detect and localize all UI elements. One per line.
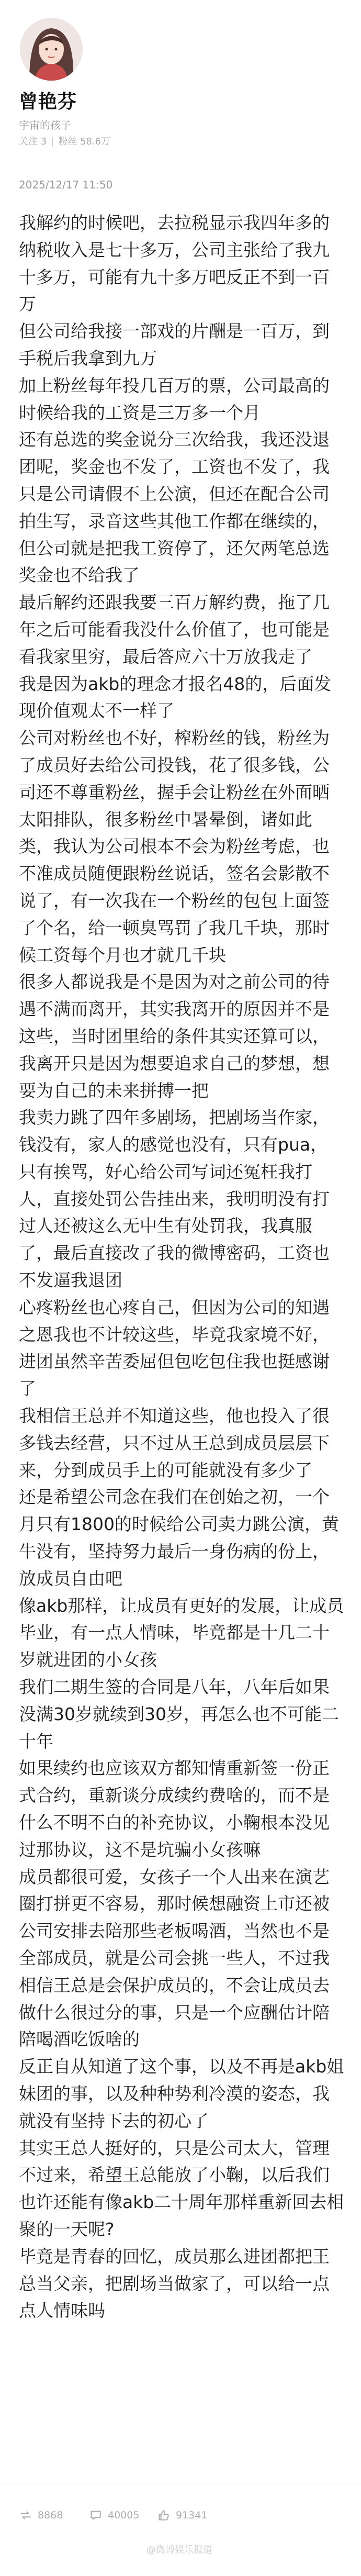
post-paragraph: 我是因为akb的理念才报名48的，后面发现价值观太不一样了 — [19, 673, 332, 721]
post-paragraph: 反正自从知道了这个事，以及不再是akb姐妹团的事，以及种种势利冷漠的姿态，我就没有坚持下去的初心了 — [19, 2056, 344, 2131]
comment-button[interactable] — [89, 2500, 139, 2531]
post-timestamp: 2025/12/17 11:50 — [19, 179, 113, 191]
avatar-image — [20, 18, 83, 81]
like-count: 91341 — [176, 2510, 208, 2521]
user-name[interactable]: 曾艳芬 — [19, 91, 77, 113]
post-paragraph: 公司对粉丝也不好，榨粉丝的钱，粉丝为了成员好去给公司投钱，花了很多钱，公司还不尊重粉丝，握手会让粉丝在外面晒太阳排队，很多粉丝中暑晕倒，诸如此类，我认为公司根本不会为粉丝考虑，也不准成员随便跟粉丝说话，签名会影散不说了，有一次我在一个粉丝的包包上面签了个名，给一顿臭骂罚了我几千块，那时候工资每个月也才就几千块 — [19, 728, 330, 965]
post-paragraph: 最后解约还跟我要三百万解约费，拖了几年之后可能看我没什么价值了，也可能是看我家里穷，最后答应六十万放我走了 — [19, 592, 330, 667]
post-paragraph: 加上粉丝每年投几百万的票，公司最高的时候给我的工资是三万多一个月 — [19, 375, 330, 423]
like-button[interactable] — [157, 2500, 207, 2531]
user-stats — [19, 136, 110, 148]
post-paragraph: 很多人都说我是不是因为对之前公司的待遇不满而离开，其实我离开的原因并不是这些，当时团里给的条件其实还算可以，我离开只是因为想要追求自己的梦想，想要为自己的未来拼搏一把 — [19, 972, 330, 1101]
post-content — [19, 209, 344, 2463]
post-paragraph: 我卖力跳了四年多剧场，把剧场当作家，钱没有，家人的感觉也没有，只有pua，只有挨骂，好心给公司写词还冤枉我打人，直接处罚公告挂出来，我明明没有打过人还被这么无中生有处罚我，我真服了，最后直接改了我的微博密码，工资也不发逼我退团 — [19, 1107, 330, 1291]
repost-icon — [19, 2508, 32, 2522]
post-paragraph: 但公司给我接一部戏的片酬是一百万，到手税后我拿到九万 — [19, 321, 330, 369]
stats-separator: | — [51, 136, 54, 147]
post-paragraph: 像akb那样，让成员有更好的发展，让成员毕业，有一点人情味，毕竟都是十几二十岁就进团的小女孩 — [19, 1595, 344, 1670]
post-paragraph: 我相信王总并不知道这些，他也投入了很多钱去经营，只不过从王总到成员层层下来，分到成员手上的可能就没有多少了 — [19, 1406, 330, 1480]
user-description: 宇宙的孩子 — [19, 119, 71, 131]
post-paragraph: 其实王总人挺好的，只是公司太大，管理不过来，希望王总能放了小鞠，以后我们也许还能有像akb二十周年那样重新回去相聚的一天呢? — [19, 2137, 344, 2239]
post-paragraph: 毕竟是青春的回忆，成员那么进团都把王总当父亲，把剧场当做家了，可以给一点点人情味吗 — [19, 2246, 330, 2321]
comment-icon — [89, 2508, 103, 2522]
post-paragraph: 如果续约也应该双方都知情重新签一份正式合约，重新谈分成续约费啥的，而不是什么不明不白的补充协议，小鞠根本没见过那协议，这不是坑骗小女孩嘛 — [19, 1758, 330, 1860]
comment-count: 40005 — [108, 2510, 140, 2521]
profile-header — [16, 18, 345, 146]
post-paragraph: 我解约的时候吧，去拉税显示我四年多的纳税收入是七十多万，公司主张给了我九十多万，可能有九十多万吧反正不到一百万 — [19, 213, 330, 315]
avatar[interactable] — [20, 18, 83, 81]
like-icon — [157, 2508, 171, 2522]
action-bar — [0, 2500, 361, 2531]
repost-button[interactable] — [19, 2500, 63, 2531]
post-paragraph: 成员都很可爱，女孩子一个人出来在演艺圈打拼更不容易，那时候想融资上市还被公司安排去陪那些老板喝酒，当然也不是全部成员，就是公司会挑一些人，不过我相信王总是会保护成员的，不会让成员去做什么很过分的事，只是一个应酬估计陪陪喝酒吃饭啥的 — [19, 1866, 330, 2050]
followers-count[interactable]: 粉丝 58.6万 — [58, 136, 111, 147]
post-paragraph: 我们二期生签的合同是八年，八年后如果没满30岁就续到30岁，再怎么也不可能二十年 — [19, 1677, 339, 1752]
following-count[interactable]: 关注 3 — [19, 136, 47, 147]
repost-count: 8868 — [38, 2510, 63, 2521]
post-paragraph: 还有总选的奖金说分三次给我，我还没退团呢，奖金也不发了，工资也不发了，我只是公司请假不上公演，但还在配合公司拍生写，录音这些其他工作都在继续的，但公司就是把我工资停了，还欠两笔总选奖金也不给我了 — [19, 429, 330, 586]
watermark: @微博娱乐报道 — [146, 2545, 212, 2556]
post-paragraph: 还是希望公司念在我们在创始之初，一个月只有1800的时候给公司卖力跳公演，黄牛没有，坚持努力最后一身伤病的份上，放成员自由吧 — [19, 1487, 339, 1589]
post-paragraph: 心疼粉丝也心疼自己，但因为公司的知遇之恩我也不计较这些，毕竟我家境不好，进团虽然辛苦委屈但包吃包住我也挺感谢了 — [19, 1297, 330, 1399]
